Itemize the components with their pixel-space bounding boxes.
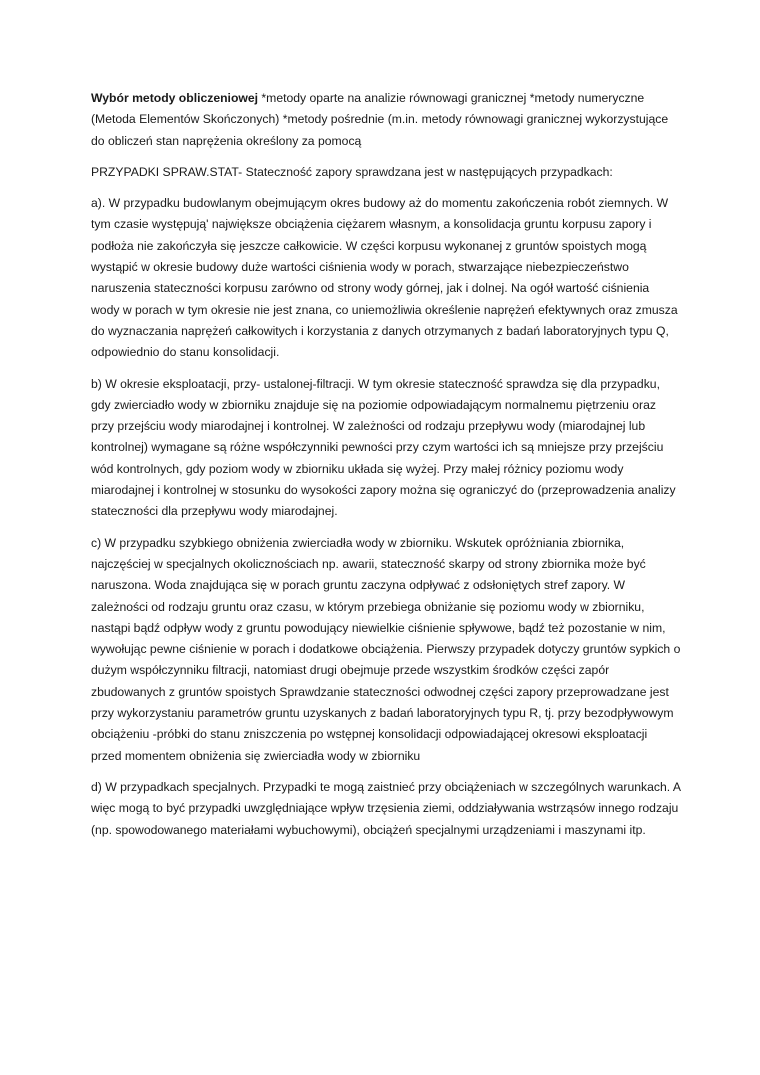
document-page — [91, 88, 681, 851]
case-c-paragraph: c) W przypadku szybkiego obniżenia zwierciadła wody w zbiorniku. Wskutek opróżniania zbiornika, najczęściej w specjalnych okolicznościach np. awarii, stateczność skarpy od strony zbiornika może być naruszona. Woda znajdująca się w porach gruntu zaczyna odpływać z odsłoniętych stref zapory. W zależności od rodzaju gruntu oraz czasu, w którym przebiega obniżanie się poziomu wody w zbiorniku, nastąpi bądź odpływ wody z gruntu powodujący niewielkie ciśnienie spływowe, bądź też pozostanie w nim, wywołując pewne ciśnienie w porach i dodatkowe obciążenia. Pierwszy przypadek dotyczy gruntów sypkich o dużym współczynniku filtracji, natomiast drugi obejmuje przede wszystkim środków części zapór zbudowanych z gruntów spoistych Sprawdzanie stateczności odwodnej części zapory przeprowadzane jest przy wykorzystaniu parametrów gruntu uzyskanych z badań laboratoryjnych typu R, tj. przy bezodpływowym obciążeniu -próbki do stanu zniszczenia po wstępnej konsolidacji odpowiadającej okresowi eksploatacji przed momentem obniżenia się zwierciadła wody w zbiorniku — [91, 535, 681, 763]
cases-heading: PRZYPADKI SPRAW.STAT- Stateczność zapory sprawdzana jest w następujących przypadkach: — [91, 164, 613, 179]
intro-text: *metody oparte na analizie równowagi granicznej *metody numeryczne (Metoda Elementów Skończonych) *metody pośrednie (m.in. metody równowagi granicznej wykorzystujące do obliczeń stan naprężenia określony za pomocą — [91, 91, 669, 148]
case-d-paragraph: d) W przypadkach specjalnych. Przypadki te mogą zaistnieć przy obciążeniach w szczególnych warunkach. A więc mogą to być przypadki uwzględniające wpływ trzęsienia ziemi, oddziaływania wstrząsów innego rodzaju (np. spowodowanego materiałami wybuchowymi), obciążeń specjalnymi urządzeniami i maszynami itp. — [91, 779, 681, 837]
case-b-paragraph: b) W okresie eksploatacji, przy- ustalonej-filtracji. W tym okresie stateczność sprawdza się dla przypadku, gdy zwierciadło wody w zbiorniku znajduje się na poziomie odpowiadającym normalnemu piętrzeniu oraz przy przejściu wody miarodajnej i kontrolnej. W zależności od rodzaju przepływu wody (miarodajnej lub kontrolnej) wymagane są różne współczynniki pewności przy czym wartości ich są mniejsze przy przejściu wód kontrolnych, gdy poziom wody w zbiorniku układa się wyżej. Przy małej różnicy poziomu wody miarodajnej i kontrolnej w stosunku do wysokości zapory można się ograniczyć do (przeprowadzenia analizy stateczności dla przepływu wody miarodajnej. — [91, 376, 676, 519]
intro-paragraph — [91, 88, 681, 152]
intro-bold-heading: Wybór metody obliczeniowej — [91, 91, 259, 105]
case-a-paragraph: a). W przypadku budowlanym obejmującym okres budowy aż do momentu zakończenia robót ziemnych. W tym czasie występują' największe obciążenia ciężarem własnym, a konsolidacja gruntu korpusu zapory i podłoża nie zakończyła się jeszcze całkowicie. W części korpusu wykonanej z gruntów spoistych mogą wystąpić w okresie budowy duże wartości ciśnienia wody w porach, stwarzające niebezpieczeństwo naruszenia stateczności korpusu zarówno od strony wody górnej, jak i dolnej. Na ogół wartość ciśnienia wody w porach w tym okresie nie jest znana, co uniemożliwia określenie naprężeń efektywnych oraz zmusza do wyznaczania naprężeń całkowitych i korzystania z danych otrzymanych z badań laboratoryjnych typu Q, odpowiednio do stanu konsolidacji. — [91, 196, 678, 360]
